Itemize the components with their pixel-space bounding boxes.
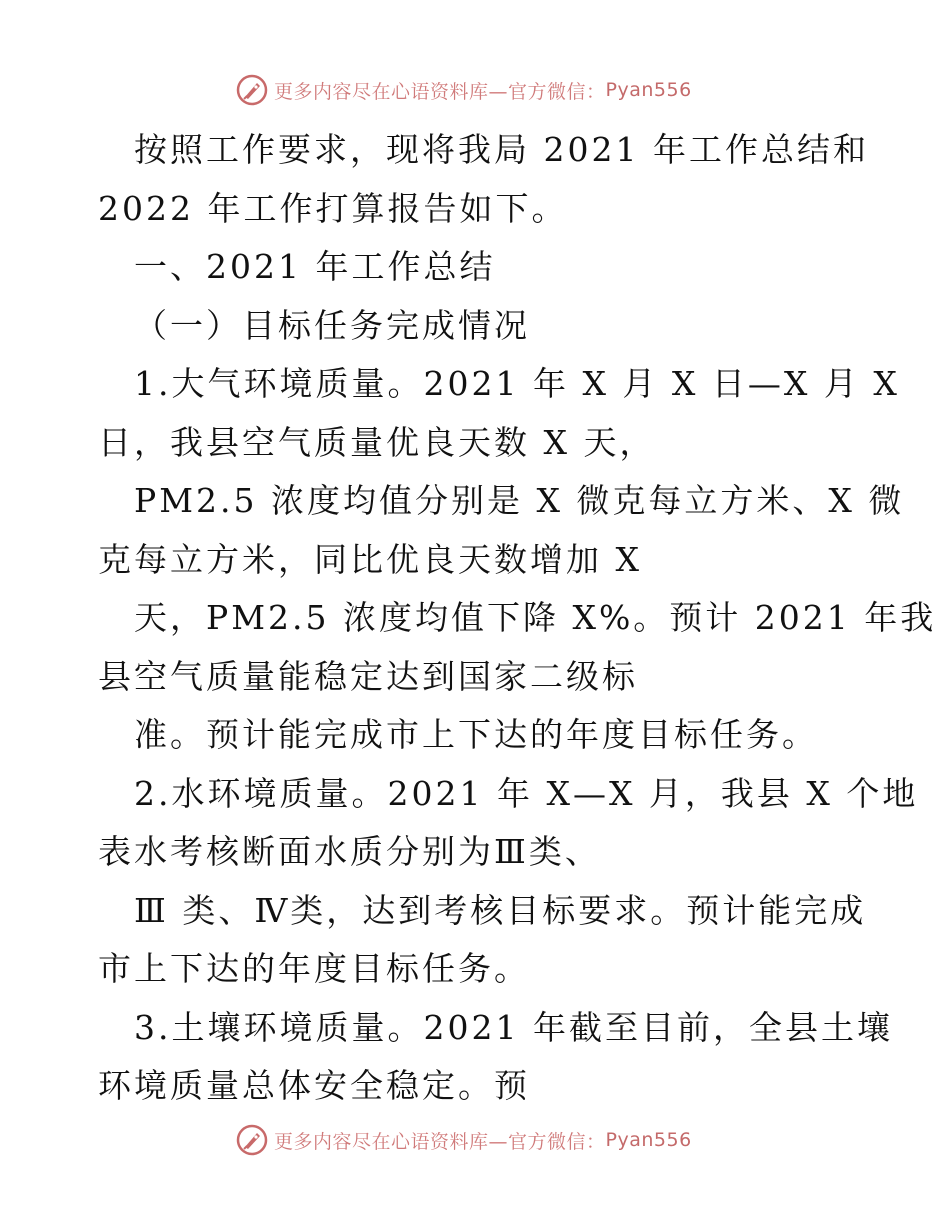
pen-nib-logo-icon [236, 1124, 268, 1156]
body-line: 2022 年工作打算报告如下。 [98, 188, 568, 228]
body-line: PM2.5 浓度均值分别是 X 微克每立方米、X 微 [134, 481, 905, 520]
pen-nib-logo-icon [236, 74, 268, 106]
body-line: 日，我县空气质量优良天数 X 天， [98, 422, 656, 462]
body-line: 克每立方米，同比优良天数增加 X [98, 539, 642, 579]
watermark-text: 更多内容尽在心语资料库—官方微信： [274, 80, 606, 103]
header-watermark [236, 73, 692, 107]
body-line: 按照工作要求，现将我局 2021 年工作总结和 [134, 130, 869, 169]
subsection-heading: （一）目标任务完成情况 [134, 305, 530, 345]
body-line: 县空气质量能稳定达到国家二级标 [98, 656, 638, 696]
section-heading: 一、2021 年工作总结 [134, 247, 496, 286]
body-line: 市上下达的年度目标任务。 [98, 949, 530, 988]
body-line: 天，PM2.5 浓度均值下降 X%。预计 2021 年我 [134, 598, 937, 637]
body-line: 准。预计能完成市上下达的年度目标任务。 [134, 715, 818, 754]
body-line: Ⅲ 类、Ⅳ类，达到考核目标要求。预计能完成 [134, 890, 867, 930]
watermark-wechat-id: Pyan556 [605, 79, 692, 101]
watermark-wechat-id: Pyan556 [605, 1129, 692, 1151]
footer-watermark [236, 1123, 692, 1157]
document-body [98, 121, 937, 1116]
body-line: 表水考核断面水质分别为Ⅲ类、 [98, 832, 601, 871]
watermark-text: 更多内容尽在心语资料库—官方微信： [274, 1130, 606, 1153]
body-line: 3.土壤环境质量。2021 年截至目前，全县土壤 [134, 1007, 893, 1047]
body-line: 环境质量总体安全稳定。预 [98, 1066, 530, 1105]
body-line: 2.水环境质量。2021 年 X—X 月，我县 X 个地 [134, 773, 919, 813]
body-line: 1.大气环境质量。2021 年 X 月 X 日—X 月 X [134, 364, 900, 403]
